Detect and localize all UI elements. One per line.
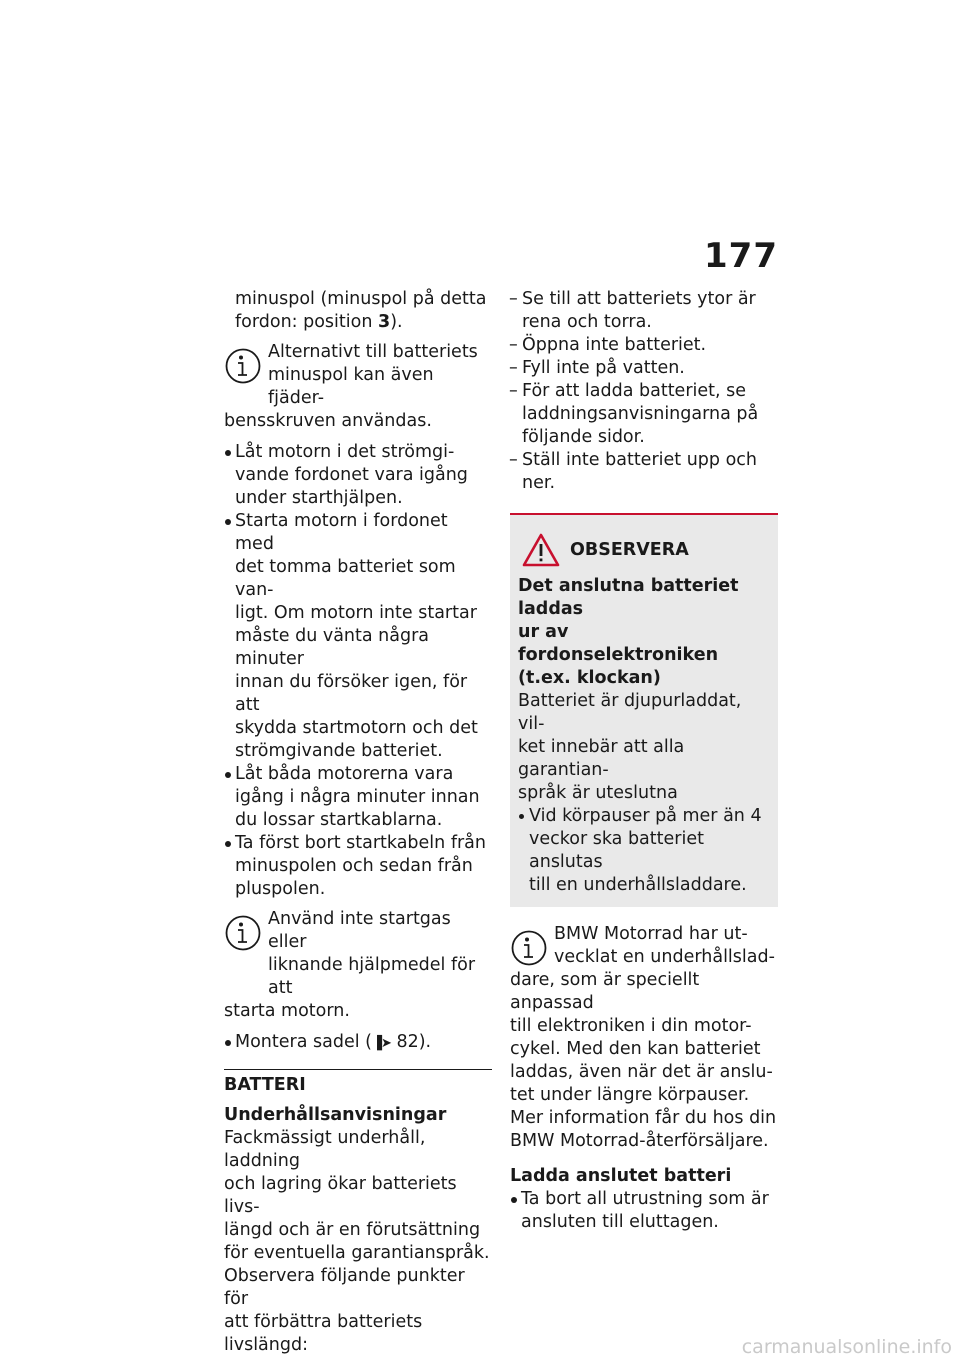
page-number: 177 bbox=[704, 236, 778, 276]
warning-bullet-list bbox=[518, 805, 770, 897]
list-item: – För att ladda batteriet, se laddningsanvisningarna på följande sidor. bbox=[510, 380, 778, 449]
section-divider bbox=[224, 1069, 492, 1070]
list-item: Starta motorn i fordonet med det tomma batteriet som van- ligt. Om motorn inte startar måste du vänta några minuter innan du försöker igen, för att skydda startmotorn och det strömgivande batteriet. bbox=[224, 510, 492, 763]
info-icon bbox=[224, 914, 262, 952]
bullet-list-jumpstart bbox=[224, 441, 492, 901]
left-column bbox=[224, 288, 492, 1357]
subheading-maintenance: Underhållsanvisningar bbox=[224, 1105, 447, 1125]
right-column bbox=[510, 288, 778, 1234]
list-item: Låt motorn i det strömgi- vande fordonet vara igång under starthjälpen. bbox=[224, 441, 492, 510]
list-item: Montera sadel (▐➤ 82). bbox=[224, 1031, 492, 1055]
list-item: – Se till att batteriets ytor är rena och torra. bbox=[510, 288, 778, 334]
list-item: Ta bort all utrustning som är ansluten till eluttagen. bbox=[510, 1188, 778, 1234]
maintenance-paragraph: Fackmässigt underhåll, laddning och lagring ökar batteriets livs- längd och är en förutsättning för eventuella garantianspråk. Observera följande punkter för att förbättra batteriets livslängd: bbox=[224, 1128, 490, 1355]
subheading-charge: Ladda anslutet batteri bbox=[510, 1166, 732, 1186]
warning-text: Batteriet är djupurladdat, vil- ket innebär att alla garantian- språk är uteslutna bbox=[518, 691, 742, 803]
warning-triangle-icon bbox=[522, 533, 560, 567]
list-item: Ta först bort startkabeln från minuspolen och sedan från pluspolen. bbox=[224, 832, 492, 901]
info-note-3: BMW Motorrad har ut- vecklat en underhållslad- dare, som är speciellt anpassad till elektroniken i din motor- cykel. Med den kan batteriet laddas, även när det är anslu- tet under längre körpauser. Mer information får du hos din BMW Motorrad-återförsäljare. bbox=[510, 924, 777, 1151]
list-item: Vid körpauser på mer än 4 veckor ska batteriet anslutas till en underhållsladdare. bbox=[518, 805, 770, 897]
watermark: carmanualsonline.info bbox=[741, 1336, 952, 1358]
info-icon bbox=[224, 347, 262, 385]
section-title: BATTERI bbox=[224, 1075, 306, 1095]
warning-box bbox=[510, 513, 778, 907]
list-item: – Fyll inte på vatten. bbox=[510, 357, 778, 380]
dash-list-care bbox=[510, 288, 778, 495]
page-reference-arrow-icon: ▐➤ bbox=[371, 1036, 391, 1051]
list-item: – Ställ inte batteriet upp och ner. bbox=[510, 449, 778, 495]
intro-paragraph: minuspol (minuspol på detta fordon: position 3). bbox=[235, 289, 487, 332]
info-note-1: Alternativt till batteriets minuspol kan även fjäder- bensskruven användas. bbox=[224, 342, 478, 431]
info-note-2: Använd inte startgas eller liknande hjälpmedel för att starta motorn. bbox=[224, 909, 476, 1021]
list-item: Låt båda motorerna vara igång i några minuter innan du lossar startkablarna. bbox=[224, 763, 492, 832]
info-icon bbox=[510, 929, 548, 967]
warning-title: OBSERVERA bbox=[570, 539, 689, 560]
bullet-list-saddle bbox=[224, 1031, 492, 1055]
warning-bold-text: Det anslutna batteriet laddas ur av fordonselektroniken (t.ex. klockan) bbox=[518, 576, 739, 688]
bullet-list-charge bbox=[510, 1188, 778, 1234]
list-item: – Öppna inte batteriet. bbox=[510, 334, 778, 357]
